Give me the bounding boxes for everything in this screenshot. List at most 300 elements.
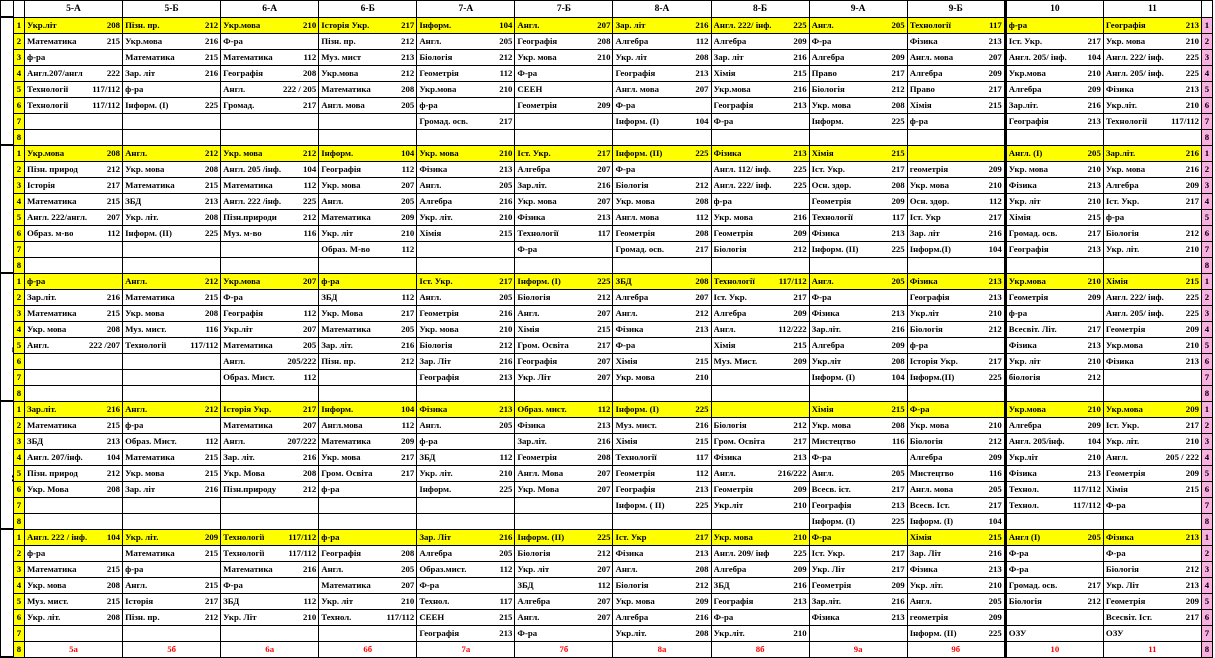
room-number: 225	[1185, 308, 1199, 318]
lesson-row	[1, 465, 1213, 481]
subject-name: Зар. Літ	[419, 532, 451, 542]
subject-name: Укр.літ.	[713, 628, 745, 638]
subject-name: Біологія	[1008, 596, 1042, 606]
room-number: 205/222	[287, 356, 317, 366]
lesson-cell	[319, 609, 417, 625]
lesson-cell	[319, 401, 417, 417]
room-number: 215	[597, 324, 611, 334]
lesson-cell	[711, 369, 809, 385]
subject-name: Англ.	[713, 468, 736, 478]
lesson-entry	[910, 210, 1002, 224]
lesson-entry	[27, 434, 120, 448]
lesson-cell	[711, 225, 809, 241]
lesson-entry	[321, 274, 414, 288]
lesson-cell	[123, 241, 221, 257]
subject-name: ЗБД	[125, 196, 142, 206]
lesson-cell	[907, 449, 1005, 465]
lesson-entry	[714, 226, 807, 240]
lesson-cell	[319, 513, 417, 529]
lesson-entry	[1009, 306, 1101, 320]
lesson-number-right: 4	[1202, 449, 1213, 465]
room-number: 213	[1185, 84, 1199, 94]
lesson-entry	[419, 578, 512, 592]
lesson-entry	[1106, 146, 1199, 160]
lesson-cell	[809, 593, 907, 609]
room-number: 213	[988, 36, 1002, 46]
subject-name: Муз. мист.	[615, 420, 657, 430]
lesson-cell	[123, 97, 221, 113]
lesson-cell	[123, 577, 221, 593]
subject-name: Алгебра	[615, 36, 649, 46]
subject-name: Мистецтво	[909, 468, 954, 478]
lesson-cell	[221, 289, 319, 305]
room-number: 216	[891, 596, 905, 606]
lesson-cell	[907, 561, 1005, 577]
subject-name: Геометрія	[615, 228, 655, 238]
subject-name: Хімія	[811, 148, 834, 158]
lesson-cell	[907, 33, 1005, 49]
lesson-cell	[1103, 129, 1201, 145]
subject-name: Укр.мова	[223, 276, 261, 286]
lesson-cell	[25, 369, 123, 385]
lesson-entry	[517, 578, 610, 592]
lesson-cell	[515, 353, 613, 369]
lesson-cell	[123, 433, 221, 449]
lesson-entry	[517, 226, 610, 240]
lesson-cell	[613, 193, 711, 209]
lesson-entry	[223, 98, 316, 112]
lesson-entry	[321, 50, 414, 64]
lesson-number: 7	[14, 625, 25, 641]
lesson-cell	[907, 129, 1005, 145]
room-number: 208	[204, 212, 219, 222]
lesson-row	[1, 129, 1213, 145]
room-number: 117/112	[386, 612, 415, 622]
lesson-cell	[25, 481, 123, 497]
lesson-cell	[711, 177, 809, 193]
room-number: 210	[499, 148, 513, 158]
lesson-cell	[613, 529, 711, 545]
lesson-number: 8	[14, 513, 25, 529]
room-number: 209	[793, 356, 807, 366]
lesson-entry	[27, 290, 120, 304]
lesson-cell	[809, 129, 907, 145]
subject-name: Іст. Укр.	[517, 148, 551, 158]
subject-name: Іст. Укр.	[1105, 420, 1140, 430]
subject-name: Географія	[223, 68, 263, 78]
subject-name: Алгебра	[1105, 180, 1139, 190]
room-number: 216	[597, 436, 611, 446]
subject-name: Англ. (І)	[1008, 148, 1043, 158]
room-number: 208	[891, 180, 905, 190]
lesson-cell	[907, 385, 1005, 401]
subject-name: Фізика	[1008, 180, 1037, 190]
subject-name: Укр. Літ	[223, 612, 257, 622]
room-number: 216	[1087, 100, 1101, 110]
lesson-entry	[615, 354, 708, 368]
lesson-cell	[1005, 337, 1103, 353]
lesson-entry	[812, 146, 905, 160]
room-number: 212	[204, 612, 219, 622]
lesson-entry	[1009, 450, 1101, 464]
class-footer-label: 7б	[515, 641, 613, 657]
subject-name: Хімія	[811, 404, 834, 414]
subject-name: Алгебра	[419, 548, 453, 558]
lesson-entry	[321, 354, 414, 368]
lesson-cell	[907, 65, 1005, 81]
lesson-cell	[1005, 353, 1103, 369]
room-number: 225	[695, 404, 709, 414]
lesson-number: 3	[14, 177, 25, 193]
subject-name: Осн. здор.	[811, 180, 852, 190]
subject-name: Укр. літ.	[27, 612, 61, 622]
lesson-entry	[419, 322, 512, 336]
lesson-entry	[910, 178, 1002, 192]
subject-name: Всесвіт. Іст.	[1105, 612, 1153, 622]
lesson-entry	[419, 482, 512, 496]
subject-name: Всесвіт. Літ.	[1008, 324, 1057, 334]
lesson-cell	[809, 337, 907, 353]
lesson-number: 5	[14, 209, 25, 225]
lesson-number: 1	[14, 401, 25, 417]
lesson-entry	[223, 418, 316, 432]
room-number: 208	[695, 52, 709, 62]
lesson-cell	[1103, 209, 1201, 225]
lesson-cell	[417, 273, 515, 289]
lesson-number: 3	[14, 561, 25, 577]
lesson-entry	[321, 226, 414, 240]
room-number: 210	[1185, 244, 1199, 254]
lesson-cell	[221, 193, 319, 209]
lesson-entry	[910, 242, 1002, 256]
lesson-cell	[1103, 257, 1201, 273]
room-number: 210	[303, 612, 317, 622]
lesson-cell	[809, 177, 907, 193]
lesson-cell	[515, 225, 613, 241]
room-number: 208	[695, 628, 709, 638]
subject-name: Укр. мова	[1105, 36, 1146, 46]
lesson-cell	[417, 209, 515, 225]
subject-name: Муз. м-во	[223, 228, 262, 238]
lesson-cell	[1005, 65, 1103, 81]
lesson-number-right: 7	[1202, 241, 1213, 257]
lesson-row	[1, 625, 1213, 641]
lesson-entry	[615, 322, 708, 336]
lesson-cell	[1103, 337, 1201, 353]
subject-name: Громад.	[223, 100, 255, 110]
lesson-cell	[25, 465, 123, 481]
room-number: 210	[499, 212, 513, 222]
lesson-entry	[714, 178, 807, 192]
subject-name: Іст. Укр	[909, 212, 941, 222]
subject-name: Математика	[27, 196, 77, 206]
lesson-row	[1, 481, 1213, 497]
subject-name: Укр.літ	[909, 308, 940, 318]
lesson-cell	[907, 369, 1005, 385]
lesson-cell	[907, 17, 1005, 33]
room-number: 216	[499, 196, 513, 206]
class-header: 7-А	[417, 1, 515, 18]
day-label	[1, 401, 14, 529]
room-number: 212	[695, 180, 709, 190]
room-number: 217	[988, 84, 1002, 94]
lesson-cell	[417, 129, 515, 145]
room-number: 213	[695, 68, 709, 78]
lesson-number: 7	[14, 241, 25, 257]
room-number: 225	[793, 164, 807, 174]
lesson-cell	[123, 305, 221, 321]
lesson-number-right: 2	[1202, 545, 1213, 561]
subject-name: Біологія	[517, 548, 551, 558]
room-number: 117/112	[288, 548, 317, 558]
subject-name: Укр.мова	[1105, 340, 1143, 350]
subject-name: Образ. Мист.	[125, 436, 177, 446]
lesson-number: 8	[14, 385, 25, 401]
lesson-entry	[615, 450, 708, 464]
lesson-entry	[27, 466, 120, 480]
lesson-entry	[419, 66, 512, 80]
room-number: 216	[106, 292, 121, 302]
subject-name: Англ. 205/ інф.	[1008, 52, 1067, 62]
room-number: 212	[401, 68, 415, 78]
lesson-row	[1, 97, 1213, 113]
lesson-entry	[321, 450, 414, 464]
room-number: 208	[204, 308, 219, 318]
lesson-entry	[223, 370, 316, 384]
lesson-entry	[812, 50, 905, 64]
lesson-number-right: 8	[1202, 513, 1213, 529]
room-number: 208	[106, 580, 121, 590]
room-number: 112/222	[778, 324, 807, 334]
lesson-cell	[417, 321, 515, 337]
subject-name: Укр.мова	[1008, 276, 1046, 286]
lesson-number: 3	[14, 49, 25, 65]
lesson-entry	[615, 562, 708, 576]
lesson-cell	[1103, 33, 1201, 49]
lesson-cell	[123, 129, 221, 145]
lesson-cell	[1103, 17, 1201, 33]
subject-name: Геометрія	[1105, 324, 1146, 334]
lesson-entry	[419, 194, 512, 208]
lesson-cell	[221, 33, 319, 49]
lesson-entry	[517, 626, 610, 640]
subject-name: ф-ра	[27, 276, 46, 286]
lesson-number-right: 2	[1202, 417, 1213, 433]
lesson-entry	[1106, 466, 1199, 480]
lesson-number: 2	[14, 545, 25, 561]
subject-name: Інформ.	[321, 148, 354, 158]
lesson-entry	[27, 162, 120, 176]
subject-name: Мистецтво	[811, 436, 856, 446]
room-number: 216	[891, 324, 905, 334]
lesson-cell	[711, 465, 809, 481]
lesson-entry	[27, 418, 120, 432]
lesson-cell	[711, 449, 809, 465]
room-number: 208	[204, 164, 219, 174]
lesson-entry	[812, 610, 905, 624]
lesson-entry	[517, 610, 610, 624]
lesson-entry	[1009, 482, 1101, 496]
lesson-cell	[907, 257, 1005, 273]
subject-name: Географія	[615, 484, 656, 494]
lesson-entry	[1106, 626, 1199, 640]
lesson-row	[1, 321, 1213, 337]
lesson-entry	[714, 466, 807, 480]
lesson-cell	[25, 49, 123, 65]
lesson-entry	[1009, 354, 1101, 368]
lesson-entry	[910, 418, 1002, 432]
room-number: 217	[988, 500, 1002, 510]
lesson-cell	[1103, 369, 1201, 385]
subject-name: Інформ. (ІІ)	[125, 228, 172, 238]
lesson-cell	[1103, 561, 1201, 577]
subject-name: Географія	[1008, 244, 1049, 254]
lesson-entry	[1106, 290, 1199, 304]
subject-name: Математика	[125, 292, 175, 302]
lesson-cell	[319, 561, 417, 577]
subject-name: Технології	[713, 276, 755, 286]
subject-name: Алгебра	[517, 596, 551, 606]
subject-name: ф-ра	[321, 484, 340, 494]
lesson-entry	[223, 434, 316, 448]
lesson-entry	[714, 450, 807, 464]
lesson-cell	[711, 209, 809, 225]
lesson-entry	[517, 18, 610, 32]
subject-name: Зар. Літ	[419, 356, 451, 366]
lesson-entry	[27, 530, 120, 544]
room-number: 212	[401, 356, 415, 366]
subject-name: Інформ. (І)	[615, 404, 659, 414]
lesson-number: 5	[14, 337, 25, 353]
lesson-entry	[517, 322, 610, 336]
lesson-cell	[25, 241, 123, 257]
lesson-cell	[809, 289, 907, 305]
subject-name: Ф-ра	[517, 68, 538, 78]
subject-name: Зар.літ.	[27, 404, 57, 414]
lesson-entry	[1009, 178, 1101, 192]
room-number: 210	[988, 180, 1002, 190]
subject-name: Укр.мова	[1008, 404, 1046, 414]
lesson-cell	[123, 177, 221, 193]
room-number: 212	[597, 548, 611, 558]
lesson-cell	[907, 161, 1005, 177]
lesson-cell	[1005, 257, 1103, 273]
lesson-entry	[125, 418, 218, 432]
subject-name: Громад. осв.	[419, 116, 468, 126]
lesson-cell	[123, 49, 221, 65]
subject-name: Технології	[223, 532, 265, 542]
lesson-entry	[27, 306, 120, 320]
lesson-cell	[1005, 433, 1103, 449]
lesson-entry	[615, 146, 708, 160]
room-number: 112	[695, 468, 709, 478]
room-number: 225	[695, 148, 709, 158]
lesson-cell	[417, 145, 515, 161]
subject-name: Географія	[321, 164, 362, 174]
subject-name: Англ.	[811, 276, 834, 286]
lesson-cell	[319, 593, 417, 609]
lesson-cell	[809, 97, 907, 113]
lesson-cell	[123, 193, 221, 209]
day-name: Середа	[10, 321, 14, 354]
room-number: 213	[891, 612, 905, 622]
lesson-cell	[25, 625, 123, 641]
lesson-cell	[1005, 225, 1103, 241]
lesson-entry	[910, 34, 1002, 48]
lesson-cell	[319, 33, 417, 49]
lesson-entry	[1009, 50, 1101, 64]
lesson-number: 3	[14, 305, 25, 321]
lesson-entry	[910, 450, 1002, 464]
lesson-cell	[515, 129, 613, 145]
subject-name: ф-ра	[909, 340, 929, 350]
room-number: 116	[205, 324, 219, 334]
lesson-cell	[809, 401, 907, 417]
subject-name: ЗБД	[27, 436, 44, 446]
lesson-entry	[812, 290, 905, 304]
room-number: 210	[1087, 68, 1101, 78]
lesson-cell	[417, 113, 515, 129]
lesson-cell	[907, 545, 1005, 561]
lesson-cell	[417, 33, 515, 49]
room-number: 208	[695, 228, 709, 238]
lesson-cell	[123, 273, 221, 289]
lesson-entry	[910, 578, 1002, 592]
lesson-cell	[123, 145, 221, 161]
room-number: 210	[499, 468, 513, 478]
room-number: 112	[401, 244, 415, 254]
subject-name: Геометрія	[517, 100, 557, 110]
lesson-cell	[1005, 209, 1103, 225]
lesson-entry	[321, 66, 414, 80]
subject-name: Історія	[125, 596, 154, 606]
subject-name: Укр. літ.	[125, 532, 159, 542]
lesson-cell	[25, 81, 123, 97]
subject-name: Зар.літ.	[517, 436, 547, 446]
subject-name: Зар. літ	[615, 20, 646, 30]
room-number: 213	[793, 452, 807, 462]
lesson-entry	[1009, 402, 1101, 416]
subject-name: Математика	[321, 580, 371, 590]
lesson-number-right: 4	[1202, 577, 1213, 593]
lesson-number-right: 1	[1202, 17, 1213, 33]
subject-name: Фізика	[811, 612, 840, 622]
lesson-row	[1, 577, 1213, 593]
lesson-cell	[711, 321, 809, 337]
room-number: 215	[1185, 484, 1199, 494]
subject-name: Пізн. пр.	[125, 20, 160, 30]
lesson-cell	[417, 577, 515, 593]
lesson-cell	[907, 337, 1005, 353]
lesson-cell	[319, 305, 417, 321]
lesson-cell	[711, 65, 809, 81]
lesson-entry	[615, 226, 708, 240]
lesson-entry	[812, 114, 905, 128]
lesson-entry	[27, 50, 120, 64]
subject-name: Інформ.(ІІ)	[909, 372, 955, 382]
lesson-entry	[419, 434, 512, 448]
lesson-cell	[809, 305, 907, 321]
subject-name: Ф-ра	[223, 36, 243, 46]
lesson-cell	[711, 273, 809, 289]
lesson-entry	[910, 322, 1002, 336]
lesson-entry	[517, 290, 610, 304]
subject-name: Укр.мова	[223, 20, 261, 30]
lesson-cell	[515, 241, 613, 257]
subject-name: Іст. Укр	[615, 532, 647, 542]
room-number: 212	[1087, 596, 1101, 606]
subject-name: Англ. мова	[909, 484, 954, 494]
